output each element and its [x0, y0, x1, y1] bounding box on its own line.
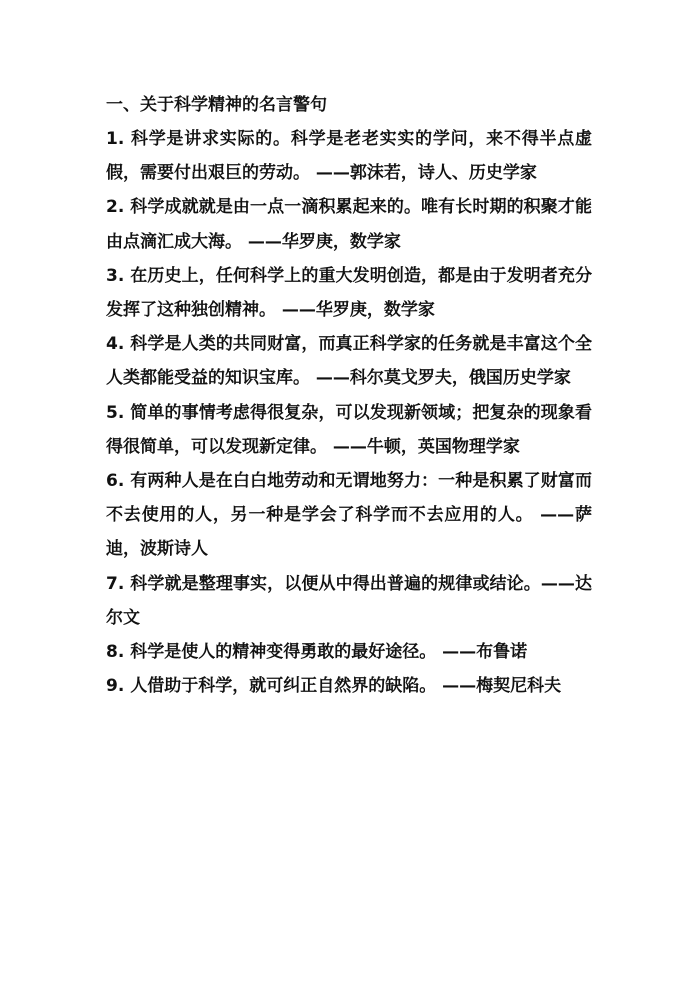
quote-item-1: 1. 科学是讲求实际的。科学是老老实实的学问，来不得半点虚假，需要付出艰巨的劳动。 ——郭沫若，诗人、历史学家 — [106, 129, 592, 184]
quote-item-8: 8. 科学是使人的精神变得勇敢的最好途径。 ——布鲁诺 — [106, 642, 528, 663]
quote-item-9: 9. 人借助于科学，就可纠正自然界的缺陷。 ——梅契尼科夫 — [106, 676, 562, 697]
document-body — [106, 88, 592, 703]
quote-item-7: 7. 科学就是整理事实，以便从中得出普遍的规律或结论。——达尔文 — [106, 573, 592, 628]
quote-item-3: 3. 在历史上，任何科学上的重大发明创造，都是由于发明者充分发挥了这种独创精神。 ——华罗庚，数学家 — [106, 265, 592, 321]
quote-item-4: 4. 科学是人类的共同财富，而真正科学家的任务就是丰富这个全人类都能受益的知识宝库。 ——科尔莫戈罗夫，俄国历史学家 — [106, 334, 592, 389]
quote-item-5: 5. 简单的事情考虑得很复杂，可以发现新领域；把复杂的现象看得很简单，可以发现新定律。 ——牛顿，英国物理学家 — [106, 402, 592, 457]
quote-item-6: 6. 有两种人是在白白地劳动和无谓地努力：一种是积累了财富而不去使用的人，另一种是学会了科学而不去应用的人。 ——萨迪，波斯诗人 — [106, 471, 592, 560]
quote-item-2: 2. 科学成就就是由一点一滴积累起来的。唯有长时期的积聚才能由点滴汇成大海。 ——华罗庚，数学家 — [106, 197, 592, 252]
section-heading: 一、关于科学精神的名言警句 — [106, 95, 327, 115]
